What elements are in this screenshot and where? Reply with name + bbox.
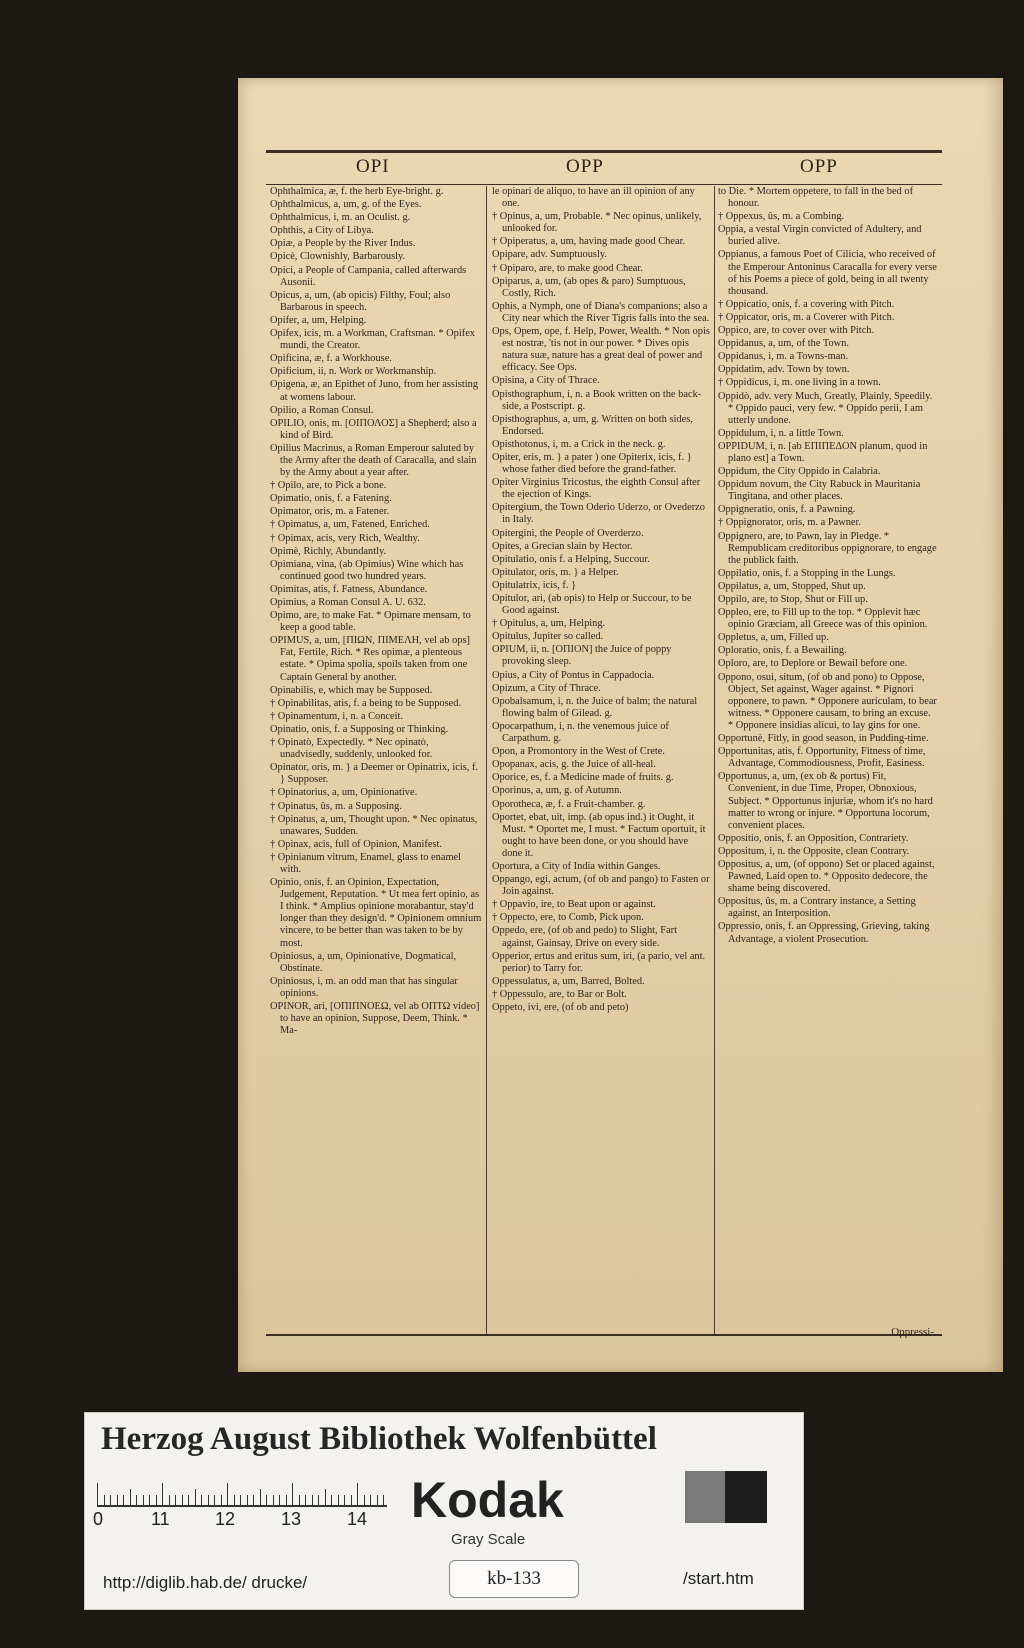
dictionary-entry: Oppono, osui, situm, (of ob and pono) to Oppose, Object, Set against, Wager against. * Pignori opponere, to pawn. * Opponere auriculam, to bear witness. * Opponere causam, to bring an excuse. * Opponere insidias alicui, to lay gins for one.: [718, 671, 937, 731]
dictionary-entry: Opilius Macrinus, a Roman Emperour saluted by the Army after the death of Caracalla, and slain by the Army about a year after.: [270, 442, 477, 479]
dictionary-entry: † Oppessulo, are, to Bar or Bolt.: [492, 988, 627, 1000]
ruler-tick: [156, 1495, 157, 1505]
dictionary-entry: OPILIO, onis, m. [ΟΙΠΟΛΟΣ] a Shepherd; also a kind of Bird.: [270, 417, 477, 441]
dictionary-entry: Oppidanus, i, m. a Towns-man.: [718, 351, 849, 363]
ruler-tick: [195, 1489, 196, 1505]
dictionary-entry: Opitergini, the People of Overderzo.: [492, 527, 644, 539]
ruler-tick: [175, 1495, 176, 1505]
dictionary-entry: Opon, a Promontory in the West of Crete.: [492, 746, 665, 758]
dictionary-entry: Oppositus, ûs, m. a Contrary instance, a Setting against, an Interposition.: [718, 896, 916, 920]
dictionary-entry: Opinatio, onis, f. a Supposing or Thinking.: [270, 723, 449, 735]
dictionary-entry: † Opilo, are, to Pick a bone.: [270, 480, 387, 492]
ruler-tick: [234, 1495, 235, 1505]
dictionary-entry: OPPIDUM, i, n. [ab ΕΠΙΠΕΔΟΝ planum, quod in plano est] a Town.: [718, 440, 928, 464]
dictionary-entry: Opici, a People of Campania, called afterwards Ausonii.: [270, 264, 467, 288]
kodak-logo: Kodak: [411, 1472, 564, 1528]
dictionary-entry: Oppletus, a, um, Filled up.: [718, 632, 829, 644]
dictionary-entry: Ops, Opem, ope, f. Help, Power, Wealth. * Non opis est nostræ, 'tis not in our power. * Dives opis natura suæ, nature has a great deal of power and efficacy. See Ops.: [492, 326, 710, 374]
ruler-tick: [162, 1483, 163, 1505]
dictionary-entry: Opiæ, a People by the River Indus.: [270, 238, 416, 250]
dictionary-entry: † Opinus, a, um, Probable. * Nec opinus, unlikely, unlooked for.: [492, 211, 702, 235]
dictionary-entry: Opificina, æ, f. a Workhouse.: [270, 353, 392, 365]
ruler-tick: [240, 1495, 241, 1505]
ruler-tick: [97, 1483, 98, 1505]
dictionary-entry: Opinabilis, e, which may be Supposed.: [270, 684, 433, 696]
ruler-tick: [312, 1495, 313, 1505]
dictionary-entry: Ophthalmicus, a, um, g. of the Eyes.: [270, 199, 422, 211]
dictionary-entry: Oppico, are, to cover over with Pitch.: [718, 325, 875, 337]
ruler-tick: [279, 1495, 280, 1505]
ruler: [97, 1479, 387, 1509]
dictionary-entry: Opitulatio, onis f. a Helping, Succour.: [492, 553, 650, 565]
dictionary-entry: Opius, a City of Pontus in Cappadocia.: [492, 669, 655, 681]
ruler-tick: [123, 1495, 124, 1505]
dictionary-entry: Oporotheca, æ, f. a Fruit-chamber. g.: [492, 798, 646, 810]
dictionary-entry: Opperior, ertus and eritus sum, iri, (a pario, vel ant. perior) to Tarry for.: [492, 950, 706, 974]
ruler-numbers: [91, 1509, 391, 1533]
dictionary-entry: † Oppecto, ere, to Comb, Pick upon.: [492, 912, 644, 924]
dictionary-entry: Oppia, a vestal Virgin convicted of Adultery, and buried alive.: [718, 224, 922, 248]
dictionary-entry: Opites, a Grecian slain by Hector.: [492, 540, 633, 552]
dictionary-entry: Ophthis, a City of Libya.: [270, 225, 374, 237]
ruler-tick: [247, 1495, 248, 1505]
dictionary-entry: Opocarpathum, i, n. the venemous juice of Carpathum. g.: [492, 720, 669, 745]
dictionary-entry: Opisthotonus, i, m. a Crick in the neck. g.: [492, 438, 666, 450]
ruler-tick: [292, 1483, 293, 1505]
dictionary-entry: Opilio, a Roman Consul.: [270, 404, 374, 416]
dictionary-entry: Oppedo, ere, (of ob and pedo) to Slight, Fart against, Gainsay, Drive on every side.: [492, 925, 677, 949]
ruler-number: 0: [93, 1509, 104, 1529]
dictionary-entry: Opitulator, oris, m. } a Helper.: [492, 566, 619, 578]
dictionary-page: [238, 78, 1003, 1372]
ruler-tick: [221, 1495, 222, 1505]
ruler-tick: [169, 1495, 170, 1505]
ruler-tick: [305, 1495, 306, 1505]
dictionary-entry: Opizum, a City of Thrace.: [492, 682, 601, 694]
dictionary-entry: Oppositio, onis, f. an Opposition, Contrariety.: [718, 832, 909, 844]
ruler-tick: [130, 1489, 131, 1505]
dictionary-entry: Oppango, egi, actum, (of ob and pango) to Fasten or Join against.: [492, 874, 710, 898]
dictionary-entry: Oppidum novum, the City Rabuck in Mauritania Tingitana, and other places.: [718, 479, 921, 503]
dictionary-entry: Oppidò, adv. very Much, Greatly, Plainly, Speedily. * Oppido pauci, very few. * Oppido perii, I am utterly undone.: [718, 390, 933, 426]
running-header: [266, 150, 942, 185]
dictionary-entry: † Opitulus, a, um, Helping.: [492, 618, 606, 630]
dictionary-entry: † Opiparo, are, to make good Chear.: [492, 262, 643, 274]
gray-swatch: [685, 1471, 725, 1523]
dictionary-entry: Oppilo, are, to Stop, Shut or Fill up.: [718, 594, 868, 605]
library-card: [84, 1412, 804, 1610]
dictionary-entry: Oportura, a City of India within Ganges.: [492, 860, 661, 872]
dictionary-entry: Oportet, ebat, uit, imp. (ab opus ind.) it Ought, it Must. * Oportet me, I must. * Factum oportuit, it ought to have been done, or you should have done it.: [492, 811, 706, 859]
dictionary-entry: Opimator, oris, m. a Fatener.: [270, 506, 390, 518]
ruler-tick: [351, 1495, 352, 1505]
dictionary-entry: to Die. * Mortem oppetere, to fall in the bed of honour.: [718, 186, 914, 210]
dictionary-entry: † Opimax, acis, very Rich, Wealthy.: [270, 532, 420, 544]
dictionary-entry: † Opinianum vitrum, Enamel, glass to enamel with.: [270, 851, 462, 875]
dictionary-entry: Opitulor, ari, (ab opis) to Help or Succour, to be Good against.: [492, 593, 692, 617]
dictionary-entry: Opimatio, onis, f. a Fatening.: [270, 493, 392, 505]
ruler-tick: [344, 1495, 345, 1505]
ruler-tick: [110, 1495, 111, 1505]
ruler-bar: [97, 1505, 387, 1507]
dictionary-entry: Opiniosus, i, m. an odd man that has singular opinions.: [270, 975, 458, 999]
ruler-tick: [149, 1495, 150, 1505]
column-3: [718, 186, 938, 1332]
dictionary-entry: OPIUM, ii, n. [ΟΠΙΟΝ] the Juice of poppy provoking sleep.: [492, 644, 672, 668]
ruler-tick: [117, 1495, 118, 1505]
dictionary-entry: Oppessulatus, a, um, Barred, Bolted.: [492, 975, 645, 987]
column-2: [492, 186, 710, 1332]
dictionary-entry: Opificium, ii, n. Work or Workmanship.: [270, 366, 437, 378]
dictionary-entry: Opobalsamum, i, n. the Juice of balm; the natural flowing balm of Gilead. g.: [492, 695, 698, 719]
dictionary-entry: Oppianus, a famous Poet of Cilicia, who received of the Emperour Antoninus Caracalla for every verse of his Poems a piece of gold, being in all twenty thousand.: [718, 249, 937, 297]
dictionary-entry: Opportunè, Fitly, in good season, in Pudding-time.: [718, 733, 929, 745]
dictionary-entry: Opisina, a City of Thrace.: [492, 375, 600, 387]
dictionary-entry: † Oppignorator, oris, m. a Pawner.: [718, 517, 862, 529]
page-content: [266, 150, 942, 1336]
dictionary-entry: † Opiperatus, a, um, having made good Chear.: [492, 236, 686, 248]
dictionary-entry: Oppigneratio, onis, f. a Pawning.: [718, 504, 856, 516]
ruler-tick: [370, 1495, 371, 1505]
dictionary-entry: Oppidatim, adv. Town by town.: [718, 364, 850, 376]
ruler-number: 14: [347, 1509, 368, 1529]
dictionary-entry: Opiter Virginius Tricostus, the eighth Consul after the ejection of Kings.: [492, 477, 701, 501]
dictionary-entry: Oppidum, the City Oppido in Calabria.: [718, 466, 881, 478]
dictionary-entry: Oppidulum, i, n. a little Town.: [718, 427, 844, 439]
ruler-tick: [357, 1483, 358, 1505]
dictionary-entry: † Oppexus, ûs, m. a Combing.: [718, 211, 845, 223]
shelf-code: kb-133: [449, 1560, 579, 1598]
bottom-rule: [266, 1334, 942, 1336]
dictionary-entry: † Opinatus, a, um, Thought upon. * Nec opinatus, unawares, Sudden.: [270, 813, 478, 837]
dictionary-entry: Oporice, es, f. a Medicine made of fruits. g.: [492, 772, 674, 784]
headword-right: OPP: [800, 156, 838, 177]
dictionary-entry: † Opinax, acis, full of Opinion, Manifest.: [270, 838, 442, 850]
column-rule: [486, 186, 487, 1334]
ruler-tick: [377, 1495, 378, 1505]
dictionary-entry: Opitergium, the Town Oderio Uderzo, or Ovederzo in Italy.: [492, 502, 705, 526]
dictionary-entry: † Opimatus, a, um, Fatened, Enriched.: [270, 519, 430, 531]
dictionary-entry: † Opinabilitas, atis, f. a being to be Supposed.: [270, 697, 462, 709]
catchword: Oppressi-: [891, 1326, 934, 1338]
ruler-tick: [299, 1495, 300, 1505]
dictionary-entry: Ophis, a Nymph, one of Diana's companions; also a City near which the River Tigris falls into the sea.: [492, 300, 710, 324]
dictionary-entry: Opisthographus, a, um, g. Written on both sides, Endorsed.: [492, 413, 693, 437]
dictionary-entry: Opitulus, Jupiter so called.: [492, 631, 604, 643]
ruler-tick: [227, 1483, 228, 1505]
ruler-tick: [318, 1495, 319, 1505]
dictionary-entry: † Oppicatio, onis, f. a covering with Pitch.: [718, 298, 895, 310]
dictionary-entry: Ophthalmicus, i, m. an Oculist. g.: [270, 212, 411, 224]
ruler-tick: [331, 1495, 332, 1505]
ruler-tick: [188, 1495, 189, 1505]
ruler-tick: [214, 1495, 215, 1505]
dictionary-entry: Oppleo, ere, to Fill up to the top. * Opplevit hæc opinio Græciam, all Greece was of this opinion.: [718, 607, 928, 631]
dictionary-entry: Oploratio, onis, f. a Bewailing.: [718, 645, 847, 657]
dictionary-entry: Ophthalmica, æ, f. the herb Eye-bright. g.: [270, 186, 444, 197]
dictionary-entry: Oppositum, i, n. the Opposite, clean Contrary.: [718, 845, 910, 857]
dictionary-entry: † Opinatò, Expectedly. * Nec opinatò, unadvisedly, suddenly, unlooked for.: [270, 737, 433, 761]
ruler-tick: [286, 1495, 287, 1505]
start-link: /start.htm: [683, 1569, 754, 1588]
dictionary-entry: † Oppavio, ire, to Beat upon or against.: [492, 899, 656, 911]
dictionary-entry: Opimiana, vina, (ab Opimius) Wine which has continued good two hundred years.: [270, 558, 464, 582]
dictionary-entry: Opicè, Clownishly, Barbarously.: [270, 251, 406, 263]
ruler-tick: [182, 1495, 183, 1505]
dictionary-entry: Oppositus, a, um, (of oppono) Set or placed against, Pawned, Laid open to. * Opposito dedecore, the shame being discovered.: [718, 858, 935, 895]
dictionary-entry: Oppilatio, onis, f. a Stopping in the Lungs.: [718, 567, 896, 579]
dictionary-entry: Opifer, a, um, Helping.: [270, 314, 367, 326]
dictionary-entry: Opimitas, atis, f. Fatness, Abundance.: [270, 583, 428, 595]
ruler-tick: [364, 1495, 365, 1505]
dictionary-entry: Opiparus, a, um, (ab opes & paro) Sumptuous, Costly, Rich.: [492, 275, 686, 299]
dictionary-entry: Oppilatus, a, um, Stopped, Shut up.: [718, 580, 866, 592]
dictionary-entry: Opiniosus, a, um, Opinionative, Dogmatical, Obstinate.: [270, 950, 457, 974]
dictionary-entry: OPINOR, ari, [ΟΠΙΠΝΟΕΩ, vel ab ΟΠΤΩ video] to have an opinion, Suppose, Deem, Think. * Ma-: [270, 1001, 480, 1037]
dictionary-entry: Opisthographum, i, n. a Book written on the back-side, a Postscript. g.: [492, 388, 702, 412]
dictionary-entry: Oploro, are, to Deplore or Bewail before one.: [718, 658, 908, 670]
dictionary-entry: Oppressio, onis, f. an Oppressing, Grieving, taking Advantage, a violent Prosecution.: [718, 921, 930, 945]
black-swatch: [725, 1471, 767, 1523]
dictionary-entry: Oppignero, are, to Pawn, lay in Pledge. * Rempublicam creditoribus oppignorare, to engage the publick faith.: [718, 530, 937, 566]
dictionary-entry: Opifex, icis, m. a Workman, Craftsman. * Opifex mundi, the Creator.: [270, 328, 476, 352]
dictionary-entry: † Opinatus, ûs, m. a Supposing.: [270, 800, 402, 812]
dictionary-entry: † Oppidicus, i, m. one living in a town.: [718, 377, 881, 389]
headword-left: OPI: [356, 156, 390, 177]
dictionary-entry: Opipare, adv. Sumptuously.: [492, 249, 607, 261]
ruler-tick: [136, 1495, 137, 1505]
dictionary-entry: Oppidanus, a, um, of the Town.: [718, 338, 849, 350]
dictionary-entry: Opportunitas, atis, f. Opportunity, Fitness of time, Advantage, Commodiousness, Profit, Easiness.: [718, 746, 926, 770]
ruler-tick: [201, 1495, 202, 1505]
dictionary-entry: Opicus, a, um, (ab opicis) Filthy, Foul; also Barbarous in speech.: [270, 289, 451, 313]
headword-middle: OPP: [566, 156, 604, 177]
dictionary-entry: Opitulatrix, icis, f. }: [492, 579, 577, 591]
library-url: http://diglib.hab.de/ drucke/: [103, 1573, 308, 1592]
dictionary-entry: Opopanax, acis, g. the Juice of all-heal.: [492, 759, 656, 771]
dictionary-entry: Oporinus, a, um, g. of Autumn.: [492, 785, 622, 797]
dictionary-entry: Oppeto, ivi, ere, (of ob and peto): [492, 1002, 629, 1013]
column-1: [270, 186, 482, 1332]
dictionary-entry: Opiter, eris, m. } a pater ) one Opiterix, icis, f. } whose father died before the grand-father.: [492, 451, 692, 476]
ruler-tick: [273, 1495, 274, 1505]
ruler-tick: [383, 1495, 384, 1505]
dictionary-entry: Opportunus, a, um, (ex ob & portus) Fit, Convenient, in due Time, Proper, Obnoxious, Subject. * Opportunus injuriæ, whom it's no hard matter to wrong or injure. * Opportuna locorum, convenient places.: [718, 771, 933, 831]
dictionary-entry: Opimius, a Roman Consul A. U. 632.: [270, 597, 426, 608]
library-title: Herzog August Bibliothek Wolfenbüttel: [101, 1421, 657, 1457]
ruler-tick: [253, 1495, 254, 1505]
ruler-tick: [266, 1495, 267, 1505]
dictionary-entry: OPIMUS, a, um, [ΠΙΩΝ, ΠΙΜΕΛΗ, vel ab ops] Fat, Fertile, Rich. * Res opimæ, a plenteous estate. * Opima spolia, spoils taken from one Captain General by another.: [270, 635, 470, 683]
dictionary-entry: Opimo, are, to make Fat. * Opimare mensam, to keep a good table.: [270, 610, 471, 634]
ruler-tick: [260, 1489, 261, 1505]
dictionary-entry: Opinio, onis, f. an Opinion, Expectation, Judgement, Reputation. * Ut mea fert opinio, as I think. * Amplius opinione morabantur, stay'd longer than they design'd. * Opinionem omnium vincere, to be better than was taken to be by most.: [270, 877, 482, 949]
ruler-tick: [104, 1495, 105, 1505]
column-rule: [714, 186, 715, 1334]
ruler-tick: [208, 1495, 209, 1505]
ruler-number: 11: [151, 1509, 170, 1529]
columns: [266, 186, 942, 1336]
dictionary-entry: Opinator, oris, m. } a Deemer or Opinatrix, icis, f. } Supposer.: [270, 762, 479, 786]
dictionary-entry: † Opinatorius, a, um, Opinionative.: [270, 787, 418, 799]
dictionary-entry: Opigena, æ, an Epithet of Juno, from her assisting at womens labour.: [270, 379, 479, 403]
ruler-tick: [143, 1495, 144, 1505]
dictionary-entry: † Opinamentum, i, n. a Conceit.: [270, 710, 404, 722]
dictionary-entry: Opimè, Richly, Abundantly.: [270, 545, 387, 557]
dictionary-entry: le opinari de aliquo, to have an ill opinion of any one.: [492, 186, 695, 210]
ruler-tick: [325, 1489, 326, 1505]
ruler-number: 12: [215, 1509, 236, 1529]
ruler-tick: [338, 1495, 339, 1505]
ruler-number: 13: [281, 1509, 302, 1529]
gray-scale-label: Gray Scale: [451, 1531, 526, 1548]
dictionary-entry: † Oppicator, oris, m. a Coverer with Pitch.: [718, 311, 895, 323]
